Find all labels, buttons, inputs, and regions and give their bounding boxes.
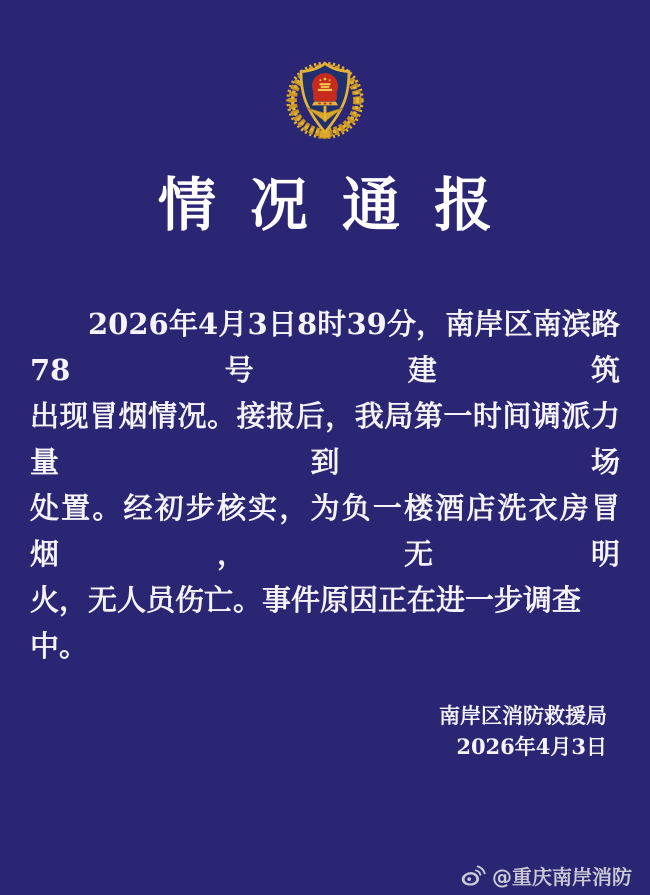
signature-agency: 南岸区消防救援局 [439,703,607,728]
watermark [460,861,632,890]
notice-title: 情 况 通 报 [157,171,500,239]
body-line-4: 火，无人员伤亡。事件原因正在进一步调查中。 [30,583,582,663]
weibo-icon [460,864,486,888]
body-line-2: 出现冒烟情况。接报后，我局第一时间调派力量到场 [30,399,620,479]
notice-body [30,301,620,669]
watermark-handle: @重庆南岸消防 [492,865,632,889]
body-line-3: 处置。经初步核实，为负一楼酒店洗衣房冒烟，无明 [30,491,620,571]
signature-date: 2026年4月3日 [456,734,607,759]
body-line-1: 2026年4月3日8时39分，南岸区南滨路78号建筑 [30,307,620,387]
signature-block [439,700,607,762]
fire-rescue-emblem-icon [283,53,367,141]
